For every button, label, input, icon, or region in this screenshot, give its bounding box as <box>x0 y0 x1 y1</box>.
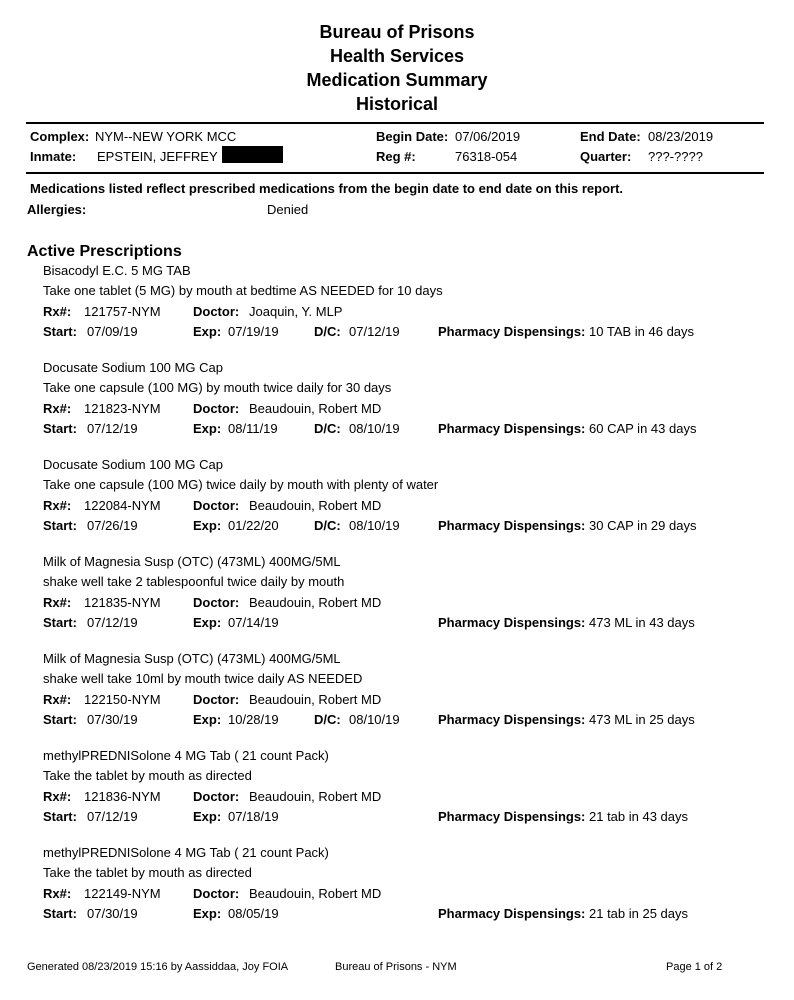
footer-page: Page 1 of 2 <box>666 961 723 973</box>
medication-name: Docusate Sodium 100 MG Cap <box>43 457 223 472</box>
doctor-name: Beaudouin, Robert MD <box>249 401 382 416</box>
dispensings-label: Pharmacy Dispensings: <box>438 421 586 436</box>
inmate-label: Inmate: <box>30 149 77 164</box>
exp-date: 07/18/19 <box>228 809 279 824</box>
start-date: 07/12/19 <box>87 809 138 824</box>
top-divider <box>26 122 764 124</box>
medication-sig: Take the tablet by mouth as directed <box>43 768 252 783</box>
dispensings-value: 60 CAP in 43 days <box>589 421 697 436</box>
allergies-value: Denied <box>267 202 309 217</box>
title-line: Bureau of Prisons <box>319 22 475 42</box>
start-label: Start: <box>43 712 77 727</box>
dispensings-value: 10 TAB in 46 days <box>589 324 695 339</box>
notice-text: Medications listed reflect prescribed medications from the begin date to end date on this report. <box>30 181 624 196</box>
medication-sig: Take one capsule (100 MG) twice daily by mouth with plenty of water <box>43 477 439 492</box>
start-date: 07/30/19 <box>87 906 138 921</box>
start-date: 07/12/19 <box>87 421 138 436</box>
start-date: 07/30/19 <box>87 712 138 727</box>
rx-number: 121757-NYM <box>84 304 161 319</box>
start-label: Start: <box>43 518 77 533</box>
doctor-name: Beaudouin, Robert MD <box>249 595 382 610</box>
dispensings-value: 21 tab in 43 days <box>589 809 689 824</box>
medication-name: Docusate Sodium 100 MG Cap <box>43 360 223 375</box>
quarter-label: Quarter: <box>580 149 632 164</box>
section-title: Active Prescriptions <box>27 243 182 260</box>
doctor-label: Doctor: <box>193 692 240 707</box>
complex-label: Complex: <box>30 129 90 144</box>
doctor-label: Doctor: <box>193 401 240 416</box>
allergies-label: Allergies: <box>27 202 87 217</box>
rx-number: 121823-NYM <box>84 401 161 416</box>
reg-label: Reg #: <box>376 149 416 164</box>
medication-name: methylPREDNISolone 4 MG Tab ( 21 count Pack) <box>43 748 329 763</box>
doctor-label: Doctor: <box>193 498 240 513</box>
end-date-value: 08/23/2019 <box>648 129 714 144</box>
medication-sig: shake well take 2 tablespoonful twice daily by mouth <box>43 574 345 589</box>
start-label: Start: <box>43 809 77 824</box>
rx-label: Rx#: <box>43 692 72 707</box>
exp-label: Exp: <box>193 712 222 727</box>
exp-date: 08/11/19 <box>228 421 278 436</box>
doctor-label: Doctor: <box>193 886 240 901</box>
rx-number: 122150-NYM <box>84 692 161 707</box>
medication-sig: Take one capsule (100 MG) by mouth twice daily for 30 days <box>43 380 392 395</box>
dispensings-value: 473 ML in 43 days <box>589 615 695 630</box>
start-label: Start: <box>43 615 77 630</box>
dc-label: D/C: <box>314 324 341 339</box>
rx-label: Rx#: <box>43 401 72 416</box>
start-label: Start: <box>43 906 77 921</box>
medication-sig: shake well take 10ml by mouth twice daily AS NEEDED <box>43 671 363 686</box>
dispensings-label: Pharmacy Dispensings: <box>438 518 586 533</box>
dc-date: 08/10/19 <box>349 421 400 436</box>
rx-number: 122084-NYM <box>84 498 161 513</box>
exp-date: 01/22/20 <box>228 518 279 533</box>
rx-label: Rx#: <box>43 304 72 319</box>
doctor-name: Beaudouin, Robert MD <box>249 789 382 804</box>
rx-label: Rx#: <box>43 789 72 804</box>
exp-label: Exp: <box>193 615 222 630</box>
exp-label: Exp: <box>193 518 222 533</box>
dispensings-label: Pharmacy Dispensings: <box>438 712 586 727</box>
doctor-label: Doctor: <box>193 304 240 319</box>
exp-date: 08/05/19 <box>228 906 279 921</box>
title-line: Historical <box>355 94 439 114</box>
info-divider <box>26 172 764 174</box>
start-date: 07/26/19 <box>87 518 138 533</box>
dc-label: D/C: <box>314 518 341 533</box>
footer-generated: Generated 08/23/2019 15:16 by Aassiddaa, Joy FOIA <box>27 961 289 973</box>
exp-label: Exp: <box>193 324 222 339</box>
dc-date: 08/10/19 <box>349 712 400 727</box>
redaction-box <box>222 146 283 163</box>
dc-label: D/C: <box>314 421 341 436</box>
begin-date-label: Begin Date: <box>376 129 449 144</box>
medication-sig: Take the tablet by mouth as directed <box>43 865 252 880</box>
medication-name: methylPREDNISolone 4 MG Tab ( 21 count Pack) <box>43 845 329 860</box>
doctor-label: Doctor: <box>193 595 240 610</box>
start-label: Start: <box>43 324 77 339</box>
inmate-value: EPSTEIN, JEFFREY <box>97 149 218 164</box>
dc-date: 07/12/19 <box>349 324 400 339</box>
exp-label: Exp: <box>193 906 222 921</box>
dispensings-label: Pharmacy Dispensings: <box>438 615 586 630</box>
rx-number: 121836-NYM <box>84 789 161 804</box>
footer-center: Bureau of Prisons - NYM <box>335 961 457 973</box>
title-line: Medication Summary <box>306 70 488 90</box>
exp-label: Exp: <box>193 421 222 436</box>
doctor-name: Beaudouin, Robert MD <box>249 692 382 707</box>
begin-date-value: 07/06/2019 <box>455 129 521 144</box>
complex-value: NYM--NEW YORK MCC <box>95 129 237 144</box>
exp-date: 10/28/19 <box>228 712 279 727</box>
rx-label: Rx#: <box>43 886 72 901</box>
medication-name: Milk of Magnesia Susp (OTC) (473ML) 400MG/5ML <box>43 554 341 569</box>
reg-value: 76318-054 <box>455 149 518 164</box>
medication-sig: Take one tablet (5 MG) by mouth at bedtime AS NEEDED for 10 days <box>43 283 443 298</box>
dispensings-value: 21 tab in 25 days <box>589 906 689 921</box>
doctor-name: Beaudouin, Robert MD <box>249 886 382 901</box>
doctor-name: Joaquin, Y. MLP <box>249 304 343 319</box>
start-date: 07/12/19 <box>87 615 138 630</box>
exp-label: Exp: <box>193 809 222 824</box>
end-date-label: End Date: <box>580 129 641 144</box>
dispensings-label: Pharmacy Dispensings: <box>438 906 586 921</box>
rx-number: 121835-NYM <box>84 595 161 610</box>
rx-label: Rx#: <box>43 498 72 513</box>
medication-name: Bisacodyl E.C. 5 MG TAB <box>43 263 191 278</box>
start-date: 07/09/19 <box>87 324 138 339</box>
title-line: Health Services <box>329 46 465 66</box>
rx-label: Rx#: <box>43 595 72 610</box>
dispensings-label: Pharmacy Dispensings: <box>438 809 586 824</box>
doctor-name: Beaudouin, Robert MD <box>249 498 382 513</box>
dispensings-value: 473 ML in 25 days <box>589 712 695 727</box>
report-title <box>0 20 794 116</box>
rx-number: 122149-NYM <box>84 886 161 901</box>
quarter-value: ???-???? <box>648 149 703 164</box>
dc-date: 08/10/19 <box>349 518 400 533</box>
doctor-label: Doctor: <box>193 789 240 804</box>
exp-date: 07/19/19 <box>228 324 279 339</box>
dispensings-value: 30 CAP in 29 days <box>589 518 697 533</box>
dc-label: D/C: <box>314 712 341 727</box>
medication-name: Milk of Magnesia Susp (OTC) (473ML) 400MG/5ML <box>43 651 341 666</box>
exp-date: 07/14/19 <box>228 615 279 630</box>
dispensings-label: Pharmacy Dispensings: <box>438 324 586 339</box>
start-label: Start: <box>43 421 77 436</box>
